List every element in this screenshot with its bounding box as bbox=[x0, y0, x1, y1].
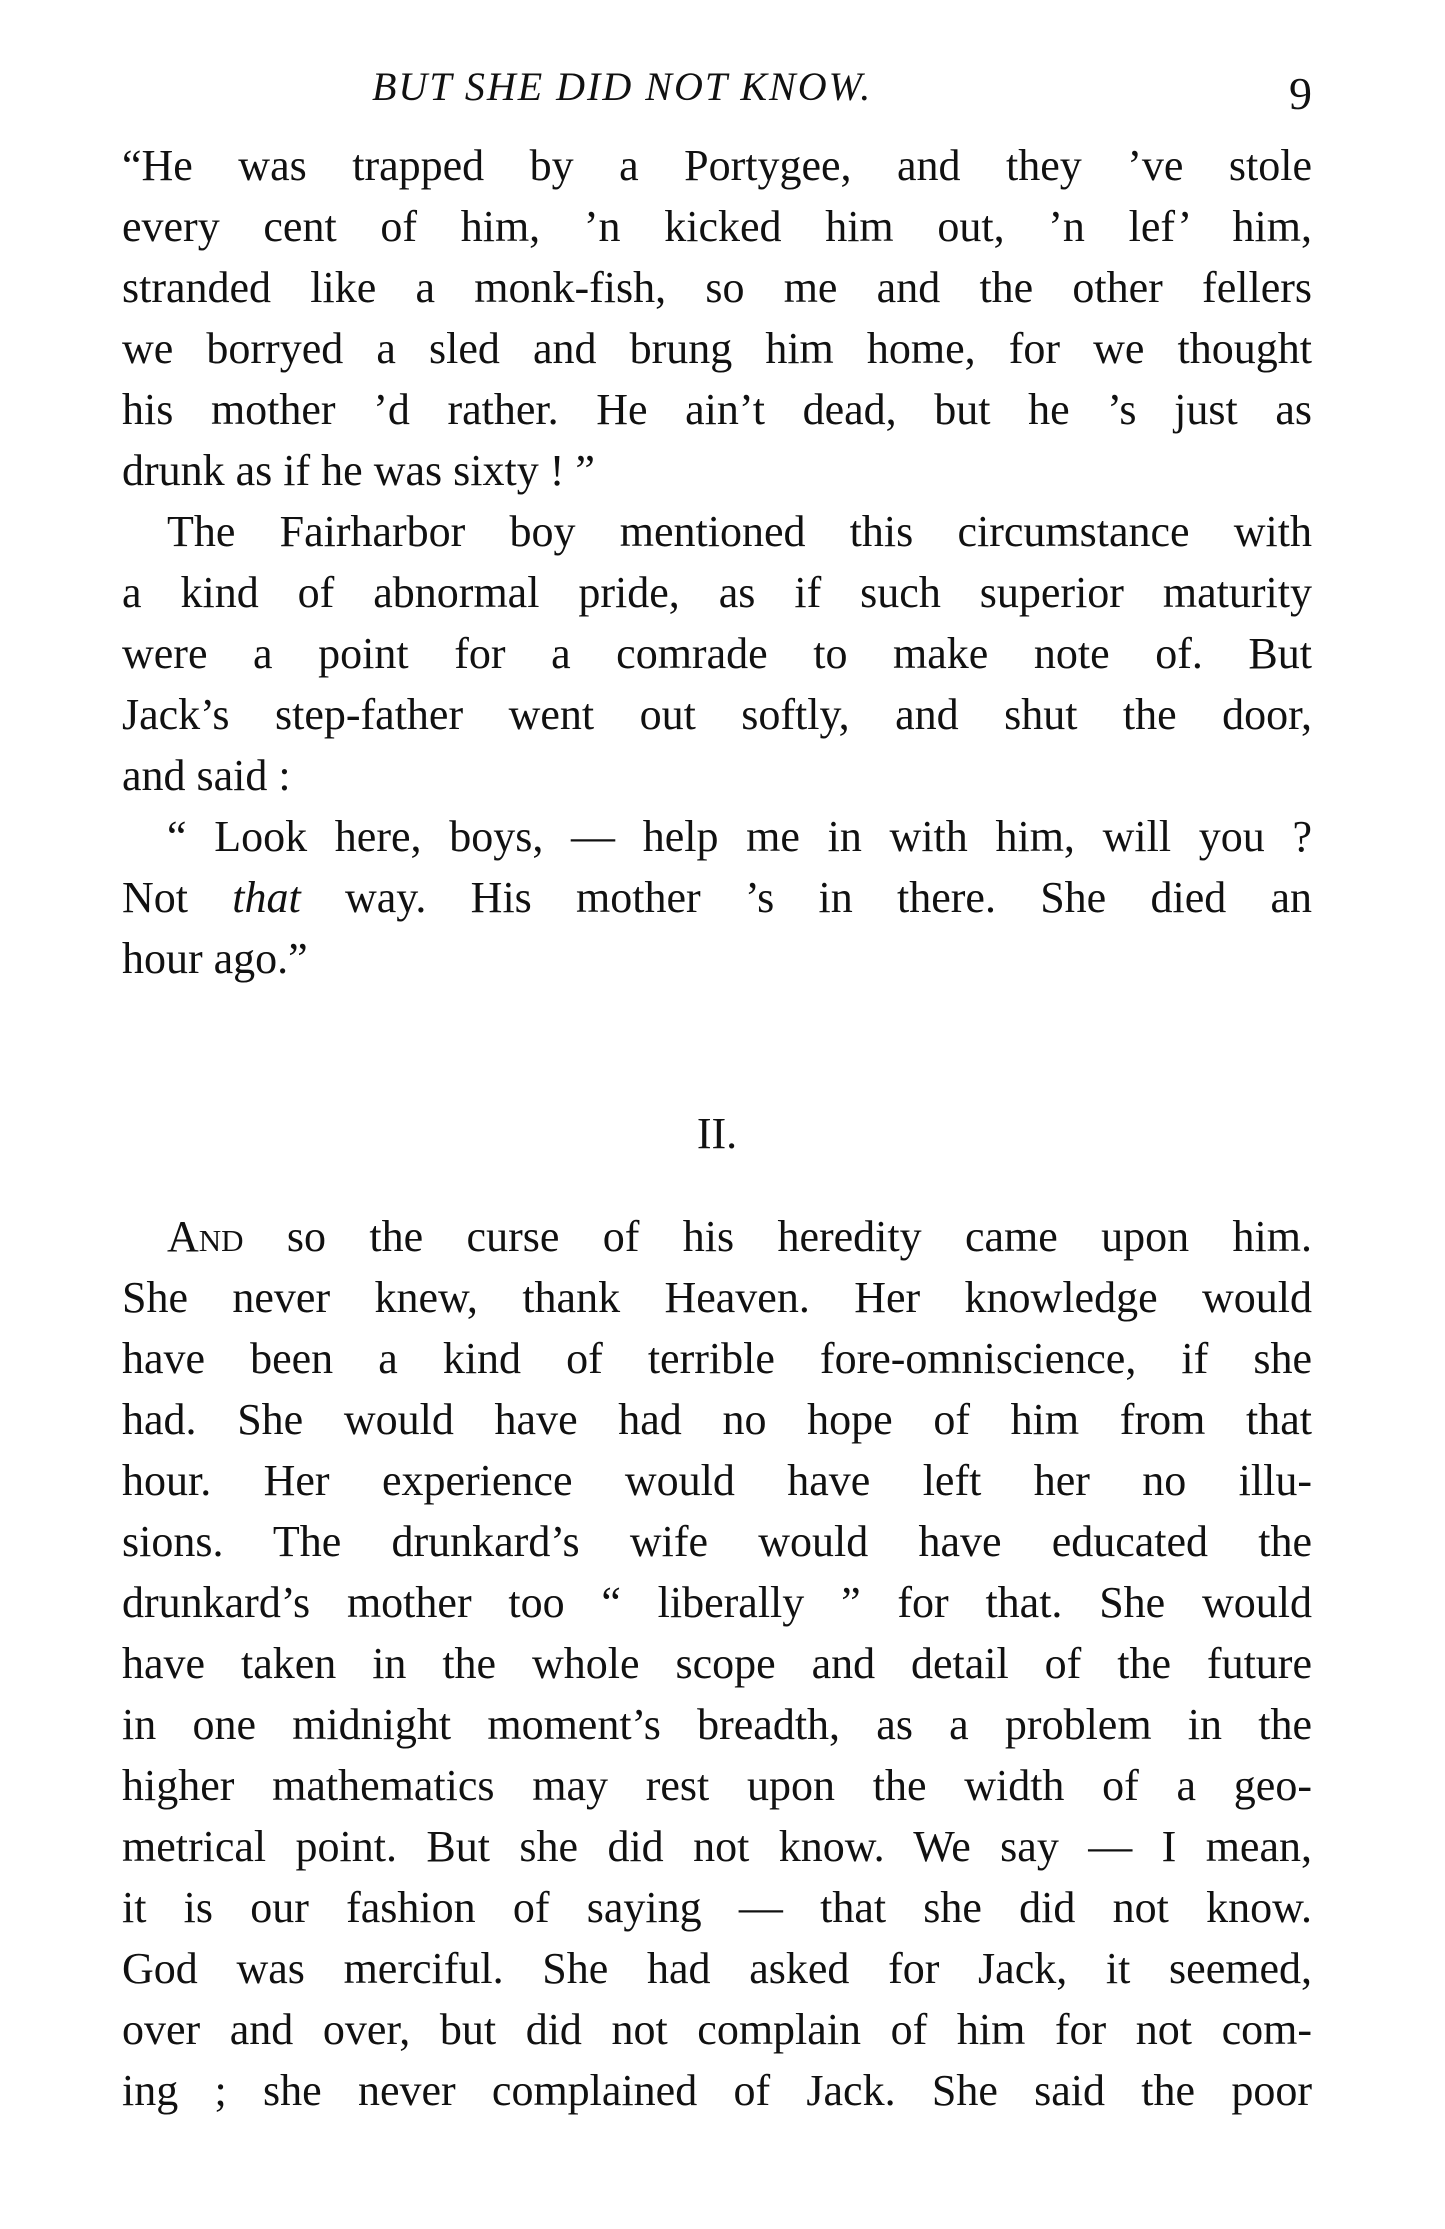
section-two-text bbox=[122, 1206, 1312, 2121]
text-line: and said : bbox=[122, 751, 291, 800]
text-line: The Fairharbor boy mentioned this circumstance with bbox=[167, 507, 1312, 556]
text-fragment: so the curse of his heredity came upon him. bbox=[243, 1212, 1312, 1261]
section-spacer bbox=[122, 1164, 1312, 1206]
book-page bbox=[122, 55, 1312, 2121]
text-line: every cent of him, ’n kicked him out, ’n lef’ him, bbox=[122, 202, 1312, 251]
text-line: have been a kind of terrible fore-omniscience, if she bbox=[122, 1334, 1312, 1383]
text-line: She never knew, thank Heaven. Her knowledge would bbox=[122, 1273, 1312, 1322]
text-line: higher mathematics may rest upon the width of a geo- bbox=[122, 1761, 1312, 1810]
text-line: in one midnight moment’s breadth, as a problem in the bbox=[122, 1700, 1312, 1749]
text-line: we borryed a sled and brung him home, for we thought bbox=[122, 324, 1312, 373]
text-line: ing ; she never complained of Jack. She said the poor bbox=[122, 2066, 1312, 2115]
text-line: his mother ’d rather. He ain’t dead, but he ’s just as bbox=[122, 385, 1312, 434]
text-line: drunk as if he was sixty ! ” bbox=[122, 446, 595, 495]
text-line: “He was trapped by a Portygee, and they ’ve stole bbox=[122, 141, 1312, 190]
text-fragment: way. His mother ’s in there. She died an bbox=[300, 873, 1313, 922]
section-numeral: II. bbox=[696, 1109, 738, 1158]
page-header bbox=[122, 55, 1312, 135]
text-line: drunkard’s mother too “ liberally ” for that. She would bbox=[122, 1578, 1312, 1627]
text-line: have taken in the whole scope and detail of the future bbox=[122, 1639, 1312, 1688]
text-line: sions. The drunkard’s wife would have educated the bbox=[122, 1517, 1312, 1566]
text-line: had. She would have had no hope of him from that bbox=[122, 1395, 1312, 1444]
opening-small-caps: And bbox=[167, 1212, 244, 1261]
text-line: metrical point. But she did not know. We say — I mean, bbox=[122, 1822, 1312, 1871]
text-line: stranded like a monk-fish, so me and the other fellers bbox=[122, 263, 1312, 312]
page-number: 9 bbox=[1289, 68, 1312, 119]
section-one-text bbox=[122, 135, 1312, 989]
text-line: were a point for a comrade to make note of. But bbox=[122, 629, 1312, 678]
text-line: over and over, but did not complain of him for not com- bbox=[122, 2005, 1312, 2054]
text-line: a kind of abnormal pride, as if such superior maturity bbox=[122, 568, 1312, 617]
text-line-not-that bbox=[122, 867, 1312, 928]
emphasized-word: that bbox=[232, 873, 301, 922]
text-line: hour. Her experience would have left her no illu- bbox=[122, 1456, 1312, 1505]
section-spacer bbox=[122, 989, 1312, 1103]
text-line: hour ago.” bbox=[122, 934, 308, 983]
running-head: BUT SHE DID NOT KNOW. bbox=[372, 64, 873, 109]
text-line-opening bbox=[122, 1206, 1312, 1267]
text-line: “ Look here, boys, — help me in with him, will you ? bbox=[167, 812, 1312, 861]
text-line: God was merciful. She had asked for Jack, it seemed, bbox=[122, 1944, 1312, 1993]
text-fragment: Not bbox=[122, 873, 233, 922]
text-line: Jack’s step-father went out softly, and shut the door, bbox=[122, 690, 1312, 739]
text-line: it is our fashion of saying — that she did not know. bbox=[122, 1883, 1312, 1932]
